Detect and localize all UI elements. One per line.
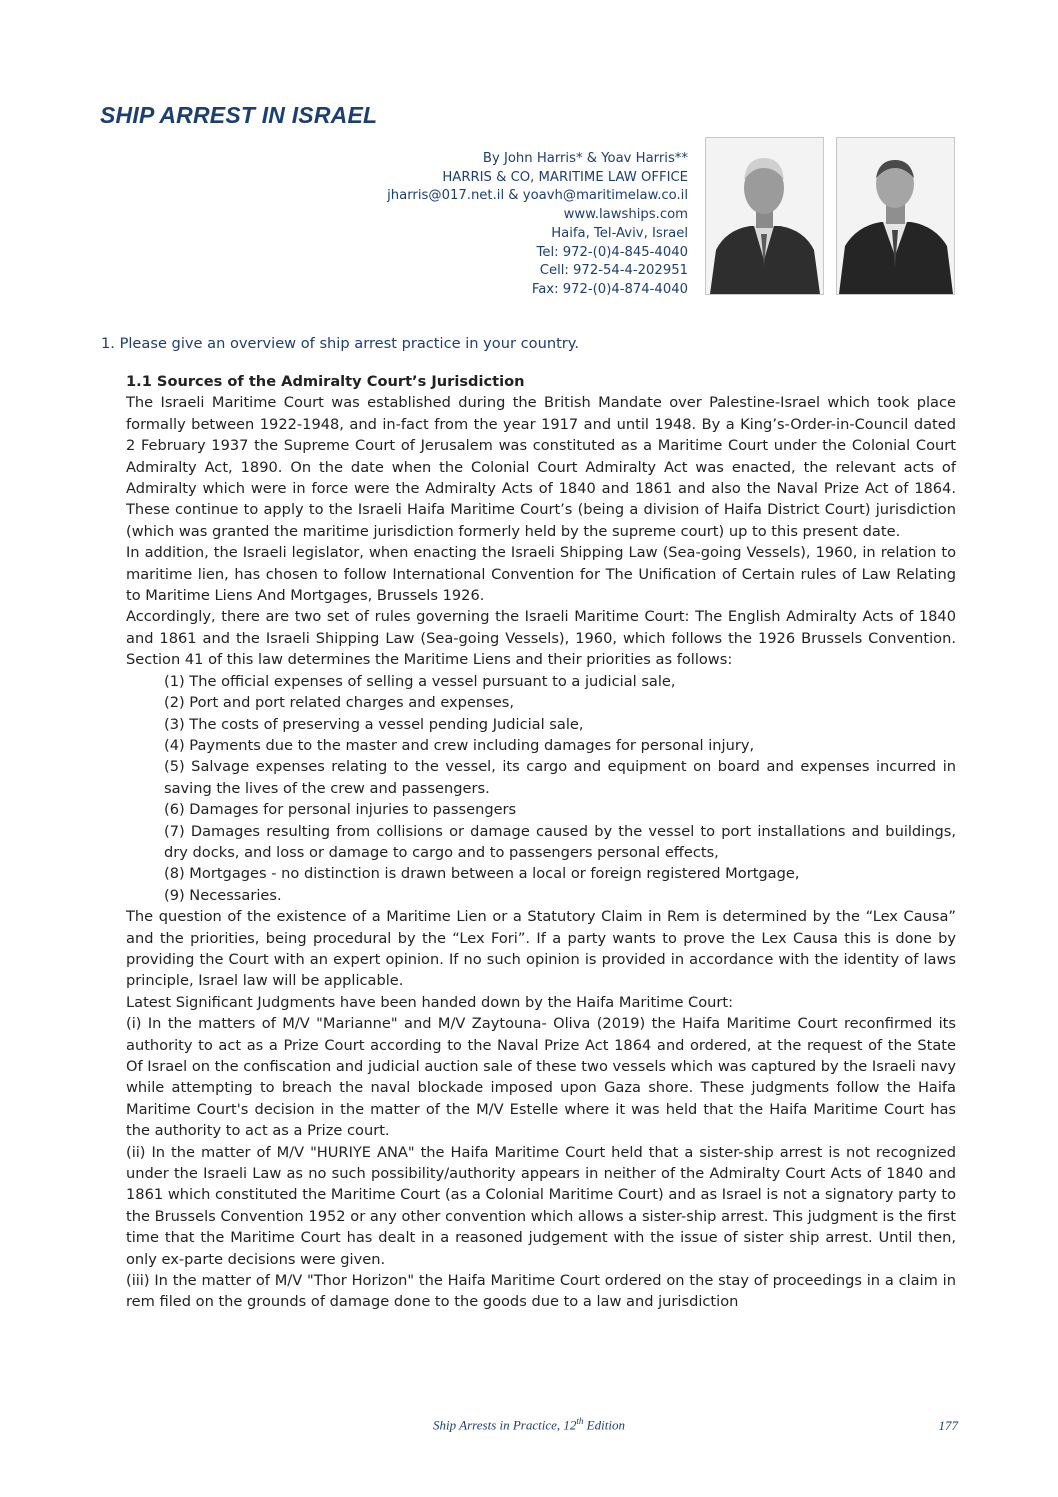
paragraph: In addition, the Israeli legislator, when enacting the Israeli Shipping Law (Sea-going Vessels), 1960, in relation to maritime lien, has chosen to follow International Convention for The Unification of Certain rules of Law Relating to Maritime Liens And Mortgages, Brussels 1926.: [126, 544, 956, 605]
list-item: (2) Port and port related charges and expenses,: [164, 694, 514, 712]
author-byline: By John Harris* & Yoav Harris**: [482, 151, 688, 166]
author-emails[interactable]: jharris@017.net.il & yoavh@maritimelaw.co.il: [387, 188, 688, 204]
paragraph: Latest Significant Judgments have been handed down by the Haifa Maritime Court:: [126, 993, 734, 1011]
list-item: (6) Damages for personal injuries to passengers: [164, 801, 517, 819]
list-item: (4) Payments due to the master and crew including damages for personal injury,: [164, 736, 755, 754]
law-firm-name: HARRIS & CO, MARITIME LAW OFFICE: [442, 169, 688, 185]
paragraph: Accordingly, there are two set of rules governing the Israeli Maritime Court: The English Admiralty Acts of 1840 and 1861 and the Israeli Shipping Law (Sea-going Vessels), 1960, which follows the 1926 Brussels Convention. Section 41 of this law determines the Maritime Liens and their priorities as follows:: [126, 608, 956, 669]
section-heading: 1.1 Sources of the Admiralty Court’s Jurisdiction: [126, 373, 525, 390]
list-item: (5) Salvage expenses relating to the vessel, its cargo and equipment on board and expenses incurred in saving the lives of the crew and passengers.: [164, 758, 956, 797]
footer-book-title-text: Ship Arrests in Practice, 12: [433, 1417, 577, 1433]
fax-number: Fax: 972-(0)4-874-4040: [531, 281, 688, 297]
cell-number: Cell: 972-54-4-202951: [539, 263, 688, 279]
website-link[interactable]: www.lawships.com: [563, 207, 688, 223]
author-photo-yoav-harris: [836, 137, 955, 295]
question-heading: 1. Please give an overview of ship arrest practice in your country.: [101, 335, 579, 352]
paragraph: (ii) In the matter of M/V "HURIYE ANA" the Haifa Maritime Court held that a sister-ship arrest is not recognized under the Israeli Law as no such possibility/authority appears in neither of the Admiralty Court Acts of 1840 and 1861 which constituted the Maritime Court (as a Colonial Maritime Court) and as Israel is not a signatory party to the Brussels Convention 1952 or any other convention which allows a sister-ship arrest. This judgment is the first time that the Maritime Court has dealt in a reasoned judgement with the issue of sister ship arrest. Until then, only ex-parte decisions were given.: [126, 1143, 956, 1268]
footer-edition-superscript: th: [576, 1416, 584, 1426]
list-item: (3) The costs of preserving a vessel pending Judicial sale,: [164, 715, 584, 733]
footer-edition-word: Edition: [583, 1417, 625, 1433]
author-photo-john-harris: [705, 137, 824, 295]
paragraph: (iii) In the matter of M/V "Thor Horizon" the Haifa Maritime Court ordered on the stay of proceedings in a claim in rem filed on the grounds of damage done to the goods due to a law and jurisdiction: [126, 1272, 956, 1311]
list-item: (9) Necessaries.: [164, 886, 282, 904]
list-item: (8) Mortgages - no distinction is drawn between a local or foreign registered Mortgage,: [164, 865, 800, 883]
page-number: 177: [938, 1418, 958, 1433]
telephone-number: Tel: 972-(0)4-845-4040: [536, 244, 688, 260]
maritime-liens-list: [126, 671, 956, 906]
office-location: Haifa, Tel-Aviv, Israel: [551, 225, 688, 241]
author-contact-block: [387, 150, 688, 300]
main-content: [126, 371, 956, 1313]
footer-book-title: [0, 1416, 1058, 1433]
page-title: SHIP ARREST IN ISRAEL: [100, 102, 378, 128]
list-item: (7) Damages resulting from collisions or damage caused by the vessel to port installations and buildings, dry docks, and loss or damage to cargo and to passengers personal effects,: [164, 822, 956, 861]
paragraph: The Israeli Maritime Court was established during the British Mandate over Palestine-Israel which took place formally between 1922-1948, and in-fact from the year 1917 and until 1948. By a King’s-Order-in-Council dated 2 February 1937 the Supreme Court of Jerusalem was constituted as a Maritime Court under the Colonial Court Admiralty Act, 1890. On the date when the Colonial Court Admiralty Act was enacted, the relevant acts of Admiralty which were in force were the Admiralty Acts of 1840 and 1861 and also the Naval Prize Act of 1864. These continue to apply to the Israeli Haifa Maritime Court’s (being a division of Haifa District Court) jurisdiction (which was granted the maritime jurisdiction formerly held by the supreme court) up to this present date.: [126, 394, 956, 540]
paragraph: The question of the existence of a Maritime Lien or a Statutory Claim in Rem is determined by the “Lex Causa” and the priorities, being procedural by the “Lex Fori”. If a party wants to prove the Lex Causa this is done by providing the Court with an expert opinion. If no such opinion is provided in accordance with the identity of laws principle, Israel law will be applicable.: [126, 908, 956, 990]
paragraph: (i) In the matters of M/V "Marianne" and M/V Zaytouna- Oliva (2019) the Haifa Maritime Court reconfirmed its authority to act as a Prize Court according to the Naval Prize Act 1864 and ordered, at the request of the State Of Israel on the confiscation and judicial auction sale of these two vessels which was captured by the Israeli navy while attempting to breach the naval blockade imposed upon Gaza shore. These judgments follow the Haifa Maritime Court's decision in the matter of the M/V Estelle where it was held that the Haifa Maritime Court has the authority to act as a Prize court.: [126, 1015, 956, 1140]
list-item: (1) The official expenses of selling a vessel pursuant to a judicial sale,: [164, 672, 676, 690]
